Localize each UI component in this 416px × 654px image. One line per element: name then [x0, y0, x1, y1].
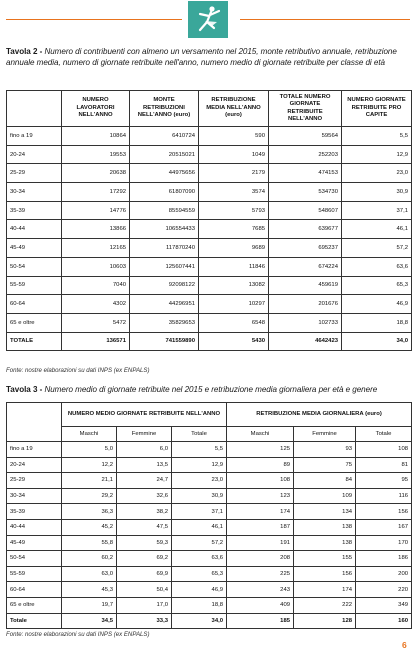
table-group-header-row [7, 403, 412, 427]
row-label: Totale [7, 613, 62, 629]
table-cell: 60,2 [62, 551, 117, 567]
row-label: 50-54 [7, 257, 62, 276]
row-label: 65 e oltre [7, 597, 62, 613]
table-cell: 128 [294, 613, 356, 629]
table-cell: 85594559 [130, 201, 199, 220]
table-row [7, 488, 412, 504]
sub-header: Maschi [62, 427, 117, 442]
table-cell: 349 [356, 597, 412, 613]
table-cell: 45,2 [62, 519, 117, 535]
table-cell: 548607 [269, 201, 342, 220]
table-cell: 45,3 [62, 582, 117, 598]
column-header: RETRIBUZIONE MEDIA NELL'ANNO (euro) [199, 91, 269, 127]
table3-source: Fonte: nostre elaborazioni su dati INPS (ex ENPALS) [6, 631, 150, 638]
group-header: NUMERO MEDIO GIORNATE RETRIBUITE NELL'ANNO [62, 403, 227, 427]
table-cell: 14776 [62, 201, 130, 220]
table-cell: 34,5 [62, 613, 117, 629]
table-cell: 13866 [62, 220, 130, 239]
table-cell: 2179 [199, 164, 269, 183]
row-label: 60-64 [7, 295, 62, 314]
table-cell: 6410724 [130, 127, 199, 146]
table-cell: 674224 [269, 257, 342, 276]
column-header [7, 91, 62, 127]
table-cell: 32,6 [117, 488, 172, 504]
table-cell: 125 [227, 442, 294, 458]
table-cell: 741559890 [130, 332, 199, 351]
table-cell: 5430 [199, 332, 269, 351]
table-cell: 55,8 [62, 535, 117, 551]
table-cell: 18,8 [342, 313, 412, 332]
table-cell: 7685 [199, 220, 269, 239]
table-row [7, 551, 412, 567]
row-label: fino a 19 [7, 442, 62, 458]
table-cell: 30,9 [342, 183, 412, 202]
column-header: NUMERO LAVORATORI NELL'ANNO [62, 91, 130, 127]
table-cell: 108 [356, 442, 412, 458]
table-cell: 138 [294, 535, 356, 551]
table-row [7, 145, 412, 164]
table-cell: 191 [227, 535, 294, 551]
table-cell: 123 [227, 488, 294, 504]
table-cell: 5,0 [62, 442, 117, 458]
table-cell: 5472 [62, 313, 130, 332]
table-cell: 65,3 [342, 276, 412, 295]
row-label: fino a 19 [7, 127, 62, 146]
table-total-row [7, 332, 412, 351]
row-label: 45-49 [7, 535, 62, 551]
table-cell: 69,9 [117, 566, 172, 582]
header-rule-right [240, 19, 410, 20]
table-cell: 10603 [62, 257, 130, 276]
table-cell: 156 [294, 566, 356, 582]
table3-caption-text: Numero medio di giornate retribuite nel 2015 e retribuzione media giornaliera per età e genere [44, 385, 378, 394]
table-row [7, 295, 412, 314]
table-cell: 6,0 [117, 442, 172, 458]
table-cell: 4642423 [269, 332, 342, 351]
table-cell: 10864 [62, 127, 130, 146]
table-cell: 65,3 [172, 566, 227, 582]
contributors-table-body [7, 91, 412, 351]
table-cell: 20515021 [130, 145, 199, 164]
column-header: NUMERO GIORNATE RETRIBUITE PRO CAPITE [342, 91, 412, 127]
row-label: 35-39 [7, 504, 62, 520]
table-cell: 34,0 [342, 332, 412, 351]
table-cell: 160 [356, 613, 412, 629]
table-cell: 46,1 [172, 519, 227, 535]
table-cell: 63,0 [62, 566, 117, 582]
table-cell: 24,7 [117, 473, 172, 489]
table-cell: 17292 [62, 183, 130, 202]
table-cell: 102733 [269, 313, 342, 332]
table-cell: 63,6 [172, 551, 227, 567]
table-row [7, 519, 412, 535]
table-cell: 38,2 [117, 504, 172, 520]
row-label: 55-59 [7, 566, 62, 582]
table-cell: 201676 [269, 295, 342, 314]
table-cell: 156 [356, 504, 412, 520]
row-label: 50-54 [7, 551, 62, 567]
table-row [7, 566, 412, 582]
table2-caption [6, 47, 411, 68]
table-cell: 106554433 [130, 220, 199, 239]
column-header: TOTALE NUMERO GIORNATE RETRIBUITE NELL'ANNO [269, 91, 342, 127]
row-label: 35-39 [7, 201, 62, 220]
table-row [7, 239, 412, 258]
table3-caption [6, 385, 416, 396]
row-label: 60-64 [7, 582, 62, 598]
table-cell: 47,5 [117, 519, 172, 535]
table-cell: 34,0 [172, 613, 227, 629]
table-cell: 17,0 [117, 597, 172, 613]
table2-source: Fonte: nostre elaborazioni su dati INPS (ex ENPALS) [6, 367, 150, 374]
table-cell: 6548 [199, 313, 269, 332]
table-cell: 69,2 [117, 551, 172, 567]
daily-pay-table [6, 402, 412, 629]
table-row [7, 220, 412, 239]
sub-header: Totale [172, 427, 227, 442]
table-cell: 59,3 [117, 535, 172, 551]
table-row [7, 164, 412, 183]
table-row [7, 457, 412, 473]
table-cell: 33,3 [117, 613, 172, 629]
table-cell: 13,5 [117, 457, 172, 473]
table-cell: 138 [294, 519, 356, 535]
table-cell: 170 [356, 535, 412, 551]
table-cell: 590 [199, 127, 269, 146]
table-cell: 23,0 [342, 164, 412, 183]
table-cell: 19,7 [62, 597, 117, 613]
table-cell: 12165 [62, 239, 130, 258]
table-cell: 19553 [62, 145, 130, 164]
row-label: 20-24 [7, 457, 62, 473]
table-cell: 5,5 [342, 127, 412, 146]
table-cell: 10297 [199, 295, 269, 314]
table-cell: 4302 [62, 295, 130, 314]
table-header-row [7, 91, 412, 127]
table-cell: 208 [227, 551, 294, 567]
table-cell: 84 [294, 473, 356, 489]
table-cell: 44975656 [130, 164, 199, 183]
dancer-logo-icon [188, 1, 228, 38]
row-label: 30-34 [7, 183, 62, 202]
table-row [7, 127, 412, 146]
row-label: 25-29 [7, 473, 62, 489]
column-header: MONTE RETRIBUZIONI NELL'ANNO (euro) [130, 91, 199, 127]
table-row [7, 535, 412, 551]
table-subheader-row [7, 427, 412, 442]
table-cell: 7040 [62, 276, 130, 295]
table-cell: 12,2 [62, 457, 117, 473]
table-cell: 75 [294, 457, 356, 473]
table-row [7, 276, 412, 295]
table-cell: 125607441 [130, 257, 199, 276]
table-cell: 12,9 [172, 457, 227, 473]
table-cell: 108 [227, 473, 294, 489]
table-row [7, 201, 412, 220]
table-cell: 23,0 [172, 473, 227, 489]
table-row [7, 313, 412, 332]
table-cell: 167 [356, 519, 412, 535]
table-cell: 81 [356, 457, 412, 473]
sub-header: Maschi [227, 427, 294, 442]
row-label: 45-49 [7, 239, 62, 258]
page-number: 6 [402, 640, 407, 650]
row-label: 55-59 [7, 276, 62, 295]
table-cell: 46,9 [172, 582, 227, 598]
table-cell: 44296951 [130, 295, 199, 314]
row-label: 40-44 [7, 519, 62, 535]
table-cell: 174 [227, 504, 294, 520]
header-rule-left [6, 19, 182, 20]
table-cell: 20638 [62, 164, 130, 183]
table-total-row [7, 613, 412, 629]
row-label: TOTALE [7, 332, 62, 351]
table-cell: 409 [227, 597, 294, 613]
table-cell: 11846 [199, 257, 269, 276]
table-cell: 61807090 [130, 183, 199, 202]
table-cell: 639677 [269, 220, 342, 239]
table-cell: 174 [294, 582, 356, 598]
table-row [7, 473, 412, 489]
table-cell: 36,3 [62, 504, 117, 520]
table-cell: 5793 [199, 201, 269, 220]
table-cell: 5,5 [172, 442, 227, 458]
table2-caption-text: Numero di contribuenti con almeno un versamento nel 2015, monte retributivo annuale, retribuzione annuale media, numero di giornate retribuite nell'anno, numero medio di giornate retribuite per classe di età [6, 47, 397, 67]
table-cell: 134 [294, 504, 356, 520]
group-header: RETRIBUZIONE MEDIA GIORNALIERA (euro) [227, 403, 412, 427]
sub-header: Totale [356, 427, 412, 442]
table-cell: 695237 [269, 239, 342, 258]
table-row [7, 183, 412, 202]
table-row [7, 504, 412, 520]
table-cell: 30,9 [172, 488, 227, 504]
table-cell: 35829653 [130, 313, 199, 332]
table-cell: 37,1 [172, 504, 227, 520]
table-cell: 59564 [269, 127, 342, 146]
table-row [7, 257, 412, 276]
table-cell: 57,2 [172, 535, 227, 551]
table-cell: 136571 [62, 332, 130, 351]
row-label: 30-34 [7, 488, 62, 504]
table-cell: 63,6 [342, 257, 412, 276]
table-cell: 474153 [269, 164, 342, 183]
table-cell: 46,9 [342, 295, 412, 314]
table-cell: 225 [227, 566, 294, 582]
table-cell: 12,9 [342, 145, 412, 164]
table-cell: 3574 [199, 183, 269, 202]
table-cell: 29,2 [62, 488, 117, 504]
table-row [7, 582, 412, 598]
table-cell: 155 [294, 551, 356, 567]
table-cell: 37,1 [342, 201, 412, 220]
empty-header-cell [7, 403, 62, 427]
table-cell: 534730 [269, 183, 342, 202]
row-label: 65 e oltre [7, 313, 62, 332]
table-cell: 200 [356, 566, 412, 582]
table-cell: 50,4 [117, 582, 172, 598]
table-cell: 220 [356, 582, 412, 598]
sub-header: Femmine [294, 427, 356, 442]
table-cell: 222 [294, 597, 356, 613]
table-cell: 95 [356, 473, 412, 489]
daily-pay-table-body [7, 403, 412, 629]
table-cell: 1049 [199, 145, 269, 164]
row-label: 25-29 [7, 164, 62, 183]
table-cell: 18,8 [172, 597, 227, 613]
row-label: 20-24 [7, 145, 62, 164]
table-cell: 252203 [269, 145, 342, 164]
table-cell: 187 [227, 519, 294, 535]
table-cell: 21,1 [62, 473, 117, 489]
table-cell: 109 [294, 488, 356, 504]
table-cell: 57,2 [342, 239, 412, 258]
table-cell: 89 [227, 457, 294, 473]
table-cell: 459619 [269, 276, 342, 295]
table-cell: 186 [356, 551, 412, 567]
table-cell: 13082 [199, 276, 269, 295]
contributors-table [6, 90, 412, 351]
table-cell: 9689 [199, 239, 269, 258]
table-cell: 116 [356, 488, 412, 504]
table-cell: 92098122 [130, 276, 199, 295]
table-cell: 243 [227, 582, 294, 598]
row-label: 40-44 [7, 220, 62, 239]
table2-caption-label: Tavola 2 - [6, 47, 43, 56]
empty-header-cell [7, 427, 62, 442]
table-row [7, 442, 412, 458]
table-cell: 117870240 [130, 239, 199, 258]
table-cell: 185 [227, 613, 294, 629]
table-row [7, 597, 412, 613]
table3-caption-label: Tavola 3 - [6, 385, 43, 394]
table-cell: 46,1 [342, 220, 412, 239]
sub-header: Femmine [117, 427, 172, 442]
table-cell: 93 [294, 442, 356, 458]
